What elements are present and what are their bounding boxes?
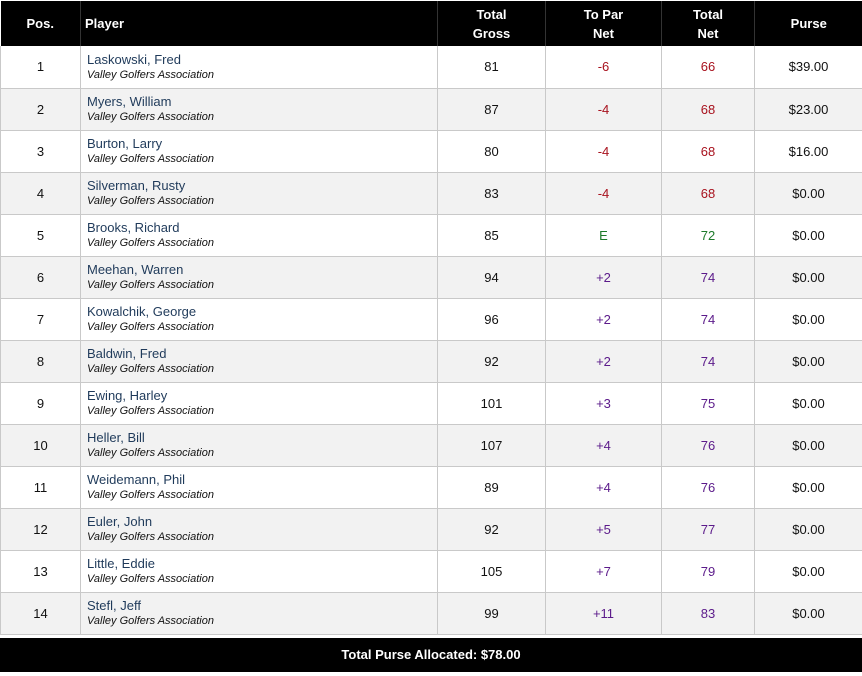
player-row[interactable] <box>1 382 862 424</box>
player-name-link[interactable]: Laskowski, Fred <box>87 51 181 67</box>
total-net-cell <box>662 382 755 424</box>
player-club: Valley Golfers Association <box>87 111 214 123</box>
to-par-net-cell <box>546 424 662 466</box>
purse-cell-value: $0.00 <box>792 395 825 411</box>
total-net-cell-value: 83 <box>700 605 716 621</box>
purse-cell <box>755 592 862 634</box>
total-gross-cell-value: 94 <box>484 269 499 285</box>
to-par-net-cell <box>546 550 662 592</box>
player-row[interactable] <box>1 130 862 172</box>
to-par-net-cell-value: +11 <box>592 605 615 621</box>
header-pos[interactable] <box>1 1 81 46</box>
position-cell-value: 10 <box>33 437 48 453</box>
player-row[interactable] <box>1 466 862 508</box>
purse-cell-value: $0.00 <box>792 227 825 243</box>
leaderboard-body <box>1 46 862 634</box>
header-total-gross-line1: Total <box>476 6 507 22</box>
player-cell <box>81 424 438 466</box>
total-net-cell-value: 74 <box>700 269 716 285</box>
total-gross-cell <box>438 46 546 88</box>
player-row[interactable] <box>1 424 862 466</box>
purse-cell-value: $0.00 <box>792 353 825 369</box>
total-net-cell <box>662 130 755 172</box>
player-name-link[interactable]: Little, Eddie <box>87 556 155 571</box>
total-gross-cell-value: 81 <box>484 59 499 75</box>
to-par-net-cell-value: +2 <box>596 311 611 327</box>
player-club: Valley Golfers Association <box>87 237 214 249</box>
to-par-net-cell <box>546 592 662 634</box>
player-name-link[interactable]: Euler, John <box>87 514 153 529</box>
total-gross-cell <box>438 508 546 550</box>
total-net-cell-value: 68 <box>700 185 716 201</box>
header-total-net-line1: Total <box>692 6 724 22</box>
purse-cell <box>755 88 862 130</box>
total-net-cell <box>662 508 755 550</box>
player-row[interactable] <box>1 172 862 214</box>
header-pos-label: Pos. <box>26 16 54 31</box>
purse-cell <box>755 172 862 214</box>
player-row[interactable] <box>1 592 862 634</box>
player-row[interactable] <box>1 298 862 340</box>
total-gross-cell <box>438 130 546 172</box>
player-club: Valley Golfers Association <box>87 363 214 375</box>
total-net-cell <box>662 424 755 466</box>
position-cell-value: 3 <box>36 143 45 159</box>
purse-cell-value: $0.00 <box>792 563 825 579</box>
total-gross-cell-value: 96 <box>484 311 499 327</box>
position-cell <box>1 466 81 508</box>
position-cell-value: 7 <box>36 311 45 327</box>
header-to-par-line1: To Par <box>583 6 624 22</box>
player-name-link[interactable]: Silverman, Rusty <box>87 178 186 193</box>
total-net-cell <box>662 550 755 592</box>
player-row[interactable] <box>1 88 862 130</box>
total-net-cell <box>662 340 755 382</box>
header-total-net-line2: Net <box>697 25 719 41</box>
total-net-cell <box>662 214 755 256</box>
player-cell <box>81 88 438 130</box>
to-par-net-cell-value: +7 <box>596 563 611 579</box>
player-club: Valley Golfers Association <box>87 68 214 81</box>
player-name-link[interactable]: Stefl, Jeff <box>87 598 141 613</box>
total-net-cell-value: 77 <box>700 521 716 537</box>
player-club: Valley Golfers Association <box>87 279 214 291</box>
leaderboard-table <box>0 1 862 635</box>
total-gross-cell <box>438 424 546 466</box>
to-par-net-cell-value: +4 <box>596 479 611 495</box>
to-par-net-cell <box>546 88 662 130</box>
player-club: Valley Golfers Association <box>87 531 214 543</box>
total-net-cell-value: 75 <box>700 395 716 411</box>
player-club: Valley Golfers Association <box>87 153 214 165</box>
header-purse-label: Purse <box>790 16 827 31</box>
total-gross-cell <box>438 550 546 592</box>
player-cell <box>81 382 438 424</box>
player-row[interactable] <box>1 550 862 592</box>
player-club: Valley Golfers Association <box>87 615 214 627</box>
to-par-net-cell-value: -4 <box>597 143 610 159</box>
total-gross-cell <box>438 340 546 382</box>
position-cell <box>1 508 81 550</box>
total-gross-cell <box>438 256 546 298</box>
player-club: Valley Golfers Association <box>87 321 214 333</box>
total-net-cell <box>662 256 755 298</box>
to-par-net-cell-value: +4 <box>596 437 611 453</box>
position-cell-value: 8 <box>36 353 45 369</box>
total-net-cell <box>662 592 755 634</box>
to-par-net-cell <box>546 466 662 508</box>
position-cell-value: 11 <box>33 479 48 495</box>
player-name-link[interactable]: Meehan, Warren <box>87 262 184 277</box>
header-total-gross[interactable] <box>438 1 546 46</box>
purse-cell-value: $0.00 <box>792 437 825 453</box>
total-gross-cell-value: 101 <box>480 395 503 411</box>
to-par-net-cell <box>546 298 662 340</box>
player-club: Valley Golfers Association <box>87 195 214 207</box>
player-cell <box>81 550 438 592</box>
player-name-link[interactable]: Brooks, Richard <box>87 220 180 235</box>
position-cell-value: 4 <box>36 185 45 201</box>
total-net-cell-value: 79 <box>700 563 716 579</box>
to-par-net-cell-value: -4 <box>597 185 610 201</box>
position-cell <box>1 592 81 634</box>
position-cell <box>1 130 81 172</box>
player-cell <box>81 46 438 88</box>
player-row[interactable] <box>1 214 862 256</box>
total-net-cell-value: 66 <box>700 59 716 75</box>
total-net-cell-value: 68 <box>700 101 716 117</box>
player-cell <box>81 130 438 172</box>
purse-cell <box>755 214 862 256</box>
total-gross-cell <box>438 382 546 424</box>
purse-cell <box>755 46 862 88</box>
to-par-net-cell <box>546 340 662 382</box>
header-total-net[interactable] <box>662 1 755 46</box>
player-row[interactable] <box>1 46 862 88</box>
total-gross-cell-value: 87 <box>484 101 499 117</box>
player-cell <box>81 508 438 550</box>
purse-cell-value: $0.00 <box>792 185 825 201</box>
total-net-cell <box>662 172 755 214</box>
purse-cell-value: $39.00 <box>788 59 829 75</box>
total-gross-cell <box>438 214 546 256</box>
player-name-link[interactable]: Myers, William <box>87 94 172 109</box>
position-cell <box>1 382 81 424</box>
player-cell <box>81 214 438 256</box>
purse-cell-value: $0.00 <box>792 479 825 495</box>
to-par-net-cell <box>546 382 662 424</box>
position-cell-value: 14 <box>33 605 48 621</box>
total-gross-cell-value: 80 <box>484 143 499 159</box>
position-cell-value: 12 <box>33 521 48 537</box>
to-par-net-cell <box>546 256 662 298</box>
header-to-par-net[interactable] <box>546 1 662 46</box>
player-club: Valley Golfers Association <box>87 573 214 585</box>
player-name-link[interactable]: Burton, Larry <box>87 136 163 151</box>
player-name-link[interactable]: Weidemann, Phil <box>87 472 186 487</box>
header-purse[interactable] <box>755 1 862 46</box>
to-par-net-cell <box>546 130 662 172</box>
total-gross-cell-value: 85 <box>484 227 499 243</box>
purse-cell-value: $0.00 <box>792 269 825 285</box>
purse-cell-value: $0.00 <box>792 605 825 621</box>
player-row[interactable] <box>1 340 862 382</box>
position-cell <box>1 550 81 592</box>
position-cell <box>1 88 81 130</box>
total-net-cell-value: 74 <box>700 353 716 369</box>
total-gross-cell <box>438 466 546 508</box>
total-net-cell-value: 76 <box>700 479 716 495</box>
header-player[interactable] <box>81 1 438 46</box>
position-cell <box>1 340 81 382</box>
total-gross-cell <box>438 592 546 634</box>
player-name-link[interactable]: Kowalchik, George <box>87 304 197 319</box>
total-purse-label: Total Purse Allocated: $78.00 <box>341 647 521 662</box>
player-name-link[interactable]: Heller, Bill <box>87 430 145 445</box>
player-cell <box>81 592 438 634</box>
total-purse-footer <box>0 638 862 672</box>
player-cell <box>81 256 438 298</box>
to-par-net-cell <box>546 214 662 256</box>
to-par-net-cell-value: +2 <box>596 353 611 369</box>
purse-cell <box>755 256 862 298</box>
position-cell-value: 5 <box>36 227 45 243</box>
purse-cell <box>755 382 862 424</box>
header-row <box>1 1 862 46</box>
position-cell <box>1 172 81 214</box>
to-par-net-cell <box>546 46 662 88</box>
player-row[interactable] <box>1 256 862 298</box>
purse-cell <box>755 508 862 550</box>
player-club: Valley Golfers Association <box>87 405 214 417</box>
total-net-cell <box>662 298 755 340</box>
player-name-link[interactable]: Baldwin, Fred <box>87 346 167 361</box>
purse-cell <box>755 130 862 172</box>
to-par-net-cell-value: +2 <box>596 269 611 285</box>
player-name-link[interactable]: Ewing, Harley <box>87 388 168 403</box>
position-cell <box>1 214 81 256</box>
purse-cell-value: $16.00 <box>788 143 829 159</box>
total-gross-cell <box>438 172 546 214</box>
total-net-cell-value: 74 <box>700 311 716 327</box>
position-cell <box>1 256 81 298</box>
total-net-cell <box>662 88 755 130</box>
player-cell <box>81 172 438 214</box>
total-gross-cell-value: 89 <box>484 479 499 495</box>
total-gross-cell-value: 92 <box>484 353 499 369</box>
total-net-cell-value: 68 <box>700 143 716 159</box>
total-net-cell <box>662 466 755 508</box>
purse-cell <box>755 466 862 508</box>
purse-cell-value: $0.00 <box>792 311 825 327</box>
total-net-cell-value: 76 <box>700 437 716 453</box>
purse-cell-value: $0.00 <box>792 521 825 537</box>
to-par-net-cell-value: E <box>599 227 608 243</box>
purse-cell <box>755 424 862 466</box>
total-gross-cell <box>438 88 546 130</box>
player-cell <box>81 298 438 340</box>
to-par-net-cell-value: -4 <box>597 101 610 117</box>
player-club: Valley Golfers Association <box>87 447 214 459</box>
position-cell-value: 2 <box>36 101 45 117</box>
purse-cell <box>755 298 862 340</box>
player-row[interactable] <box>1 508 862 550</box>
position-cell-value: 9 <box>36 395 45 411</box>
position-cell-value: 13 <box>33 563 48 579</box>
to-par-net-cell-value: -6 <box>597 59 610 75</box>
total-net-cell <box>662 46 755 88</box>
header-player-label: Player <box>85 16 125 31</box>
total-gross-cell-value: 105 <box>480 563 503 579</box>
position-cell <box>1 46 81 88</box>
position-cell <box>1 298 81 340</box>
player-club: Valley Golfers Association <box>87 489 214 501</box>
purse-cell <box>755 340 862 382</box>
total-gross-cell-value: 83 <box>484 185 499 201</box>
to-par-net-cell-value: +3 <box>596 395 611 411</box>
position-cell-value: 6 <box>36 269 45 285</box>
total-gross-cell-value: 107 <box>480 437 503 453</box>
total-gross-cell <box>438 298 546 340</box>
total-net-cell-value: 72 <box>700 227 716 243</box>
purse-cell <box>755 550 862 592</box>
position-cell <box>1 424 81 466</box>
header-to-par-line2: Net <box>593 25 614 41</box>
to-par-net-cell-value: +5 <box>596 521 611 537</box>
purse-cell-value: $23.00 <box>788 101 829 117</box>
to-par-net-cell <box>546 508 662 550</box>
header-total-gross-line2: Gross <box>472 25 511 41</box>
total-gross-cell-value: 99 <box>484 605 499 621</box>
position-cell-value: 1 <box>36 59 45 75</box>
player-cell <box>81 340 438 382</box>
total-gross-cell-value: 92 <box>484 521 499 537</box>
player-cell <box>81 466 438 508</box>
to-par-net-cell <box>546 172 662 214</box>
